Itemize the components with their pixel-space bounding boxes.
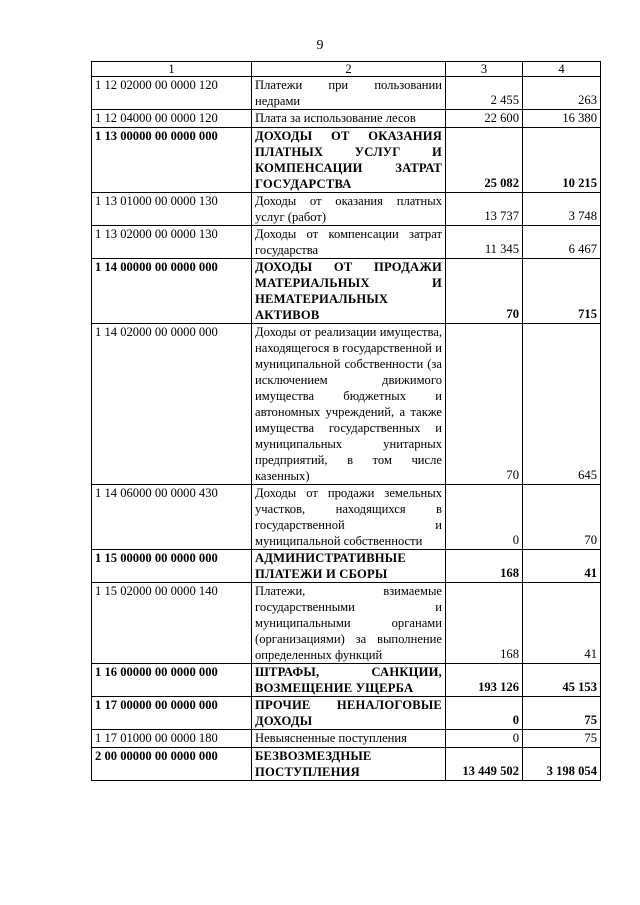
revenue-name-cell: Платежи при пользовании недрами [252,77,446,110]
revenue-name-cell: Невыясненные поступления [252,730,446,748]
table-row [92,748,601,781]
budget-code-cell: 1 13 02000 00 0000 130 [92,226,252,259]
header-row [92,62,601,77]
revenue-name-cell: ШТРАФЫ, САНКЦИИ, ВОЗМЕЩЕНИЕ УЩЕРБА [252,664,446,697]
table-row [92,697,601,730]
budget-code-cell: 1 14 06000 00 0000 430 [92,485,252,550]
value-col3-cell: 25 082 [446,128,523,193]
revenue-name-cell: Доходы от продажи земельных участков, находящихся в государственной и муниципальной собственности [252,485,446,550]
value-col3-cell: 0 [446,697,523,730]
table-row [92,226,601,259]
revenue-name-cell: АДМИНИСТРАТИВНЫЕ ПЛАТЕЖИ И СБОРЫ [252,550,446,583]
budget-code-cell: 1 14 02000 00 0000 000 [92,324,252,485]
value-col4-cell: 75 [523,697,601,730]
value-col4-cell: 70 [523,485,601,550]
value-col4-cell: 715 [523,259,601,324]
value-col4-cell: 10 215 [523,128,601,193]
value-col4-cell: 645 [523,324,601,485]
value-col4-cell: 3 198 054 [523,748,601,781]
value-col3-cell: 168 [446,550,523,583]
budget-code-cell: 1 12 04000 00 0000 120 [92,110,252,128]
table-row [92,77,601,110]
budget-code-cell: 1 15 00000 00 0000 000 [92,550,252,583]
revenue-name-cell: Доходы от реализации имущества, находящегося в государственной и муниципальной собственности (за исключением движимого имущества бюджетных и автономных учреждений, а также имущества государственных и муниципальных унитарных предприятий, в том числе казенных) [252,324,446,485]
column-header-3: 3 [446,62,523,77]
value-col4-cell: 3 748 [523,193,601,226]
value-col3-cell: 0 [446,485,523,550]
revenue-name-cell: Доходы от компенсации затрат государства [252,226,446,259]
value-col4-cell: 45 153 [523,664,601,697]
budget-code-cell: 1 17 00000 00 0000 000 [92,697,252,730]
table-row [92,730,601,748]
value-col4-cell: 41 [523,583,601,664]
value-col3-cell: 13 737 [446,193,523,226]
value-col3-cell: 70 [446,324,523,485]
table-row [92,550,601,583]
table-row [92,259,601,324]
value-col3-cell: 193 126 [446,664,523,697]
column-header-4: 4 [523,62,601,77]
value-col3-cell: 168 [446,583,523,664]
table-row [92,324,601,485]
value-col4-cell: 41 [523,550,601,583]
value-col3-cell: 22 600 [446,110,523,128]
budget-code-cell: 1 15 02000 00 0000 140 [92,583,252,664]
table-row [92,193,601,226]
budget-code-cell: 1 13 01000 00 0000 130 [92,193,252,226]
table-row [92,485,601,550]
budget-code-cell: 2 00 00000 00 0000 000 [92,748,252,781]
budget-code-cell: 1 17 01000 00 0000 180 [92,730,252,748]
table-row [92,664,601,697]
revenue-name-cell: БЕЗВОЗМЕЗДНЫЕ ПОСТУПЛЕНИЯ [252,748,446,781]
revenue-name-cell: Платежи, взимаемые государственными и муниципальными органами (организациями) за выполнение определенных функций [252,583,446,664]
revenue-name-cell: Доходы от оказания платных услуг (работ) [252,193,446,226]
revenue-name-cell: ДОХОДЫ ОТ ОКАЗАНИЯ ПЛАТНЫХ УСЛУГ И КОМПЕНСАЦИИ ЗАТРАТ ГОСУДАРСТВА [252,128,446,193]
revenue-name-cell: ДОХОДЫ ОТ ПРОДАЖИ МАТЕРИАЛЬНЫХ И НЕМАТЕРИАЛЬНЫХ АКТИВОВ [252,259,446,324]
value-col4-cell: 16 380 [523,110,601,128]
value-col4-cell: 6 467 [523,226,601,259]
revenue-name-cell: Плата за использование лесов [252,110,446,128]
budget-code-cell: 1 13 00000 00 0000 000 [92,128,252,193]
value-col3-cell: 70 [446,259,523,324]
revenue-table [91,61,601,781]
revenue-name-cell: ПРОЧИЕ НЕНАЛОГОВЫЕ ДОХОДЫ [252,697,446,730]
value-col3-cell: 13 449 502 [446,748,523,781]
column-header-1: 1 [92,62,252,77]
table-row [92,583,601,664]
value-col4-cell: 75 [523,730,601,748]
table-row [92,110,601,128]
value-col3-cell: 2 455 [446,77,523,110]
budget-code-cell: 1 16 00000 00 0000 000 [92,664,252,697]
budget-code-cell: 1 14 00000 00 0000 000 [92,259,252,324]
table-row [92,128,601,193]
value-col3-cell: 0 [446,730,523,748]
value-col3-cell: 11 345 [446,226,523,259]
budget-code-cell: 1 12 02000 00 0000 120 [92,77,252,110]
value-col4-cell: 263 [523,77,601,110]
column-header-2: 2 [252,62,446,77]
page-number: 9 [316,38,324,53]
